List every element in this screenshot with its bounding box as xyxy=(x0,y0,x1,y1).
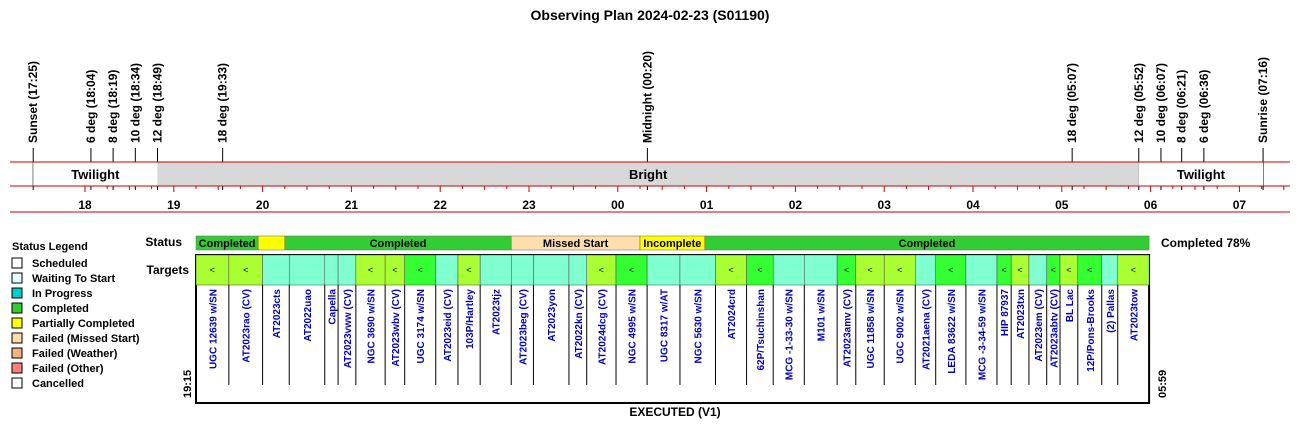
status-row-label: Status xyxy=(145,235,182,249)
marker-label: 8 deg (18:19) xyxy=(106,69,121,143)
legend-item-label: Waiting To Start xyxy=(32,273,116,285)
legend-item-label: Failed (Other) xyxy=(32,363,104,375)
target-name: AT2022uao xyxy=(303,289,314,342)
legend-item-label: Failed (Weather) xyxy=(32,348,118,360)
marker-label: 12 deg (18:49) xyxy=(150,62,165,143)
hour-tick-label: 07 xyxy=(1232,198,1247,212)
legend-swatch xyxy=(12,303,22,313)
sky-band-label: Twilight xyxy=(1176,167,1225,182)
hour-tick-label: 20 xyxy=(255,198,270,212)
marker-label: 10 deg (18:34) xyxy=(128,62,143,143)
target-name: NGC 5630 w/SN xyxy=(693,289,705,364)
target-block xyxy=(647,255,680,285)
legend-swatch xyxy=(12,288,22,298)
marker-label: 8 deg (06:21) xyxy=(1174,69,1189,143)
target-name: NGC 3690 w/SN xyxy=(366,289,378,364)
target-name: 103P/Hartley xyxy=(465,289,477,350)
target-name: AT2023beg (CV) xyxy=(518,289,530,365)
target-mark: < xyxy=(628,265,635,275)
hour-tick-label: 22 xyxy=(433,198,447,212)
legend-swatch xyxy=(12,258,22,268)
status-segment-label: Completed xyxy=(198,238,256,250)
target-mark: < xyxy=(1066,265,1072,275)
marker-label: 12 deg (05:52) xyxy=(1131,62,1146,143)
target-block xyxy=(263,255,290,285)
target-mark: < xyxy=(367,265,374,275)
target-block xyxy=(436,255,458,285)
target-name: AT2023txn xyxy=(1016,289,1028,339)
target-name: AT2023eid (CV) xyxy=(442,289,454,362)
target-mark: < xyxy=(598,265,605,275)
target-name: HIP 87937 xyxy=(1000,289,1012,337)
target-name: AT2023amv (CV) xyxy=(842,289,854,368)
target-name: UGC 11858 w/SN xyxy=(865,289,877,369)
marker-label: 6 deg (18:04) xyxy=(83,69,98,143)
target-block xyxy=(680,255,716,285)
target-mark: < xyxy=(1017,265,1023,275)
target-name: AT2023cts xyxy=(271,289,283,339)
hour-tick-label: 19 xyxy=(167,198,181,212)
target-name: MCG -1-33-30 w/SN xyxy=(784,289,796,381)
target-block xyxy=(569,255,587,285)
status-segment-label: Completed xyxy=(898,238,956,250)
status-segment-label: Incomplete xyxy=(643,238,702,250)
target-row xyxy=(196,255,1149,403)
target-block xyxy=(511,255,533,285)
target-name: MCG -3-34-59 w/SN xyxy=(977,289,989,381)
status-segment-label: Missed Start xyxy=(542,238,609,250)
target-name: UGC 3174 w/SN xyxy=(416,289,428,364)
target-block xyxy=(325,255,338,285)
target-mark: < xyxy=(1087,265,1093,275)
target-block xyxy=(966,255,997,285)
sky-bands xyxy=(33,162,1263,186)
target-name: AT2023rao (CV) xyxy=(241,289,253,363)
legend-swatch xyxy=(12,333,22,343)
legend-item-label: In Progress xyxy=(32,288,93,300)
target-name: NGC 4995 w/SN xyxy=(627,289,639,364)
target-name: AT2023vww (CV) xyxy=(342,289,354,369)
target-name: BL Lac xyxy=(1064,289,1076,323)
target-mark: < xyxy=(728,265,734,275)
target-name: UGC 12639 w/SN xyxy=(208,289,220,370)
target-mark: < xyxy=(243,265,249,275)
target-name: AT2024dcg (CV) xyxy=(597,289,609,365)
target-name: AT2023tow xyxy=(1129,289,1141,342)
hour-tick-label: 23 xyxy=(522,198,536,212)
target-mark: < xyxy=(867,265,873,275)
target-name: AT2023abtv (CV) xyxy=(1049,289,1061,368)
target-name: AT2023wbv (CV) xyxy=(390,289,402,367)
range-start-label: 19:15 xyxy=(182,369,194,398)
legend-item-label: Scheduled xyxy=(32,258,88,270)
target-mark: < xyxy=(1050,265,1056,275)
status-legend xyxy=(12,241,140,390)
legend-item-label: Cancelled xyxy=(32,378,84,390)
target-name: Capella xyxy=(327,289,339,325)
target-block xyxy=(773,255,804,285)
status-segment xyxy=(258,236,285,250)
target-block xyxy=(1102,255,1118,285)
hour-tick-label: 04 xyxy=(966,198,980,212)
targets-row-label: Targets xyxy=(146,263,189,277)
target-mark: < xyxy=(897,265,903,275)
target-mark: < xyxy=(392,265,398,275)
marker-label: 18 deg (05:07) xyxy=(1065,62,1080,143)
hour-tick-label: 05 xyxy=(1055,198,1069,212)
target-mark: < xyxy=(466,265,472,275)
target-name: LEDA 83622 w/SN xyxy=(946,289,958,374)
target-mark: < xyxy=(948,265,954,275)
target-block xyxy=(804,255,837,285)
status-segment-label: Completed xyxy=(369,238,427,250)
legend-item-label: Completed xyxy=(32,303,89,315)
marker-label: 6 deg (06:36) xyxy=(1196,69,1211,143)
target-name: 62P/Tsuchinshan xyxy=(755,289,767,371)
hour-tick-label: 00 xyxy=(611,198,625,212)
target-name: AT2024crd xyxy=(727,289,739,340)
target-name: 12P/Pons-Brooks xyxy=(1085,289,1097,372)
marker-label: 18 deg (19:33) xyxy=(215,62,230,143)
target-block xyxy=(915,255,935,285)
target-mark: < xyxy=(1001,265,1007,275)
chart-title: Observing Plan 2024-02-23 (S01190) xyxy=(530,7,770,23)
legend-item-label: Partially Completed xyxy=(32,318,135,330)
target-block xyxy=(338,255,356,285)
target-block xyxy=(1029,255,1047,285)
legend-swatch xyxy=(12,273,22,283)
target-mark: < xyxy=(1130,265,1137,275)
legend-swatch xyxy=(12,378,22,388)
status-row xyxy=(196,236,1149,250)
legend-swatch xyxy=(12,318,22,328)
hour-tick-label: 01 xyxy=(699,198,714,212)
target-name: UGC 8317 w/AT xyxy=(659,289,671,363)
target-name: M101 w/SN xyxy=(816,289,828,342)
target-mark: < xyxy=(209,265,216,275)
sky-band-label: Twilight xyxy=(71,167,120,182)
target-name: AT2023tjz xyxy=(491,289,503,335)
sky-band-label: Bright xyxy=(629,167,668,182)
target-mark: < xyxy=(843,265,850,275)
target-block xyxy=(533,255,569,285)
target-name: AT2021aena (CV) xyxy=(921,289,933,370)
hour-tick-label: 18 xyxy=(78,198,92,212)
marker-label: Sunset (17:25) xyxy=(26,60,41,143)
target-name: AT2022kn (CV) xyxy=(573,289,585,359)
hour-tick-label: 02 xyxy=(788,198,803,212)
hour-tick-label: 21 xyxy=(344,198,359,212)
target-name: AT2023yon xyxy=(547,289,559,342)
marker-label: Sunrise (07:16) xyxy=(1256,56,1271,143)
marker-label: 10 deg (06:07) xyxy=(1153,62,1168,143)
target-mark: < xyxy=(757,265,763,275)
target-name: (2) Pallas xyxy=(1105,289,1117,333)
range-end-label: 05:59 xyxy=(1157,369,1169,398)
legend-item-label: Failed (Missed Start) xyxy=(32,333,140,345)
hour-tick-label: 06 xyxy=(1143,198,1158,212)
footer-label: EXECUTED (V1) xyxy=(629,405,721,419)
target-mark: < xyxy=(417,265,423,275)
legend-title: Status Legend xyxy=(12,241,88,253)
marker-label: Midnight (00:20) xyxy=(640,51,655,143)
target-name: UGC 9002 w/SN xyxy=(895,289,907,364)
target-block xyxy=(289,255,325,285)
completed-summary: Completed 78% xyxy=(1161,236,1251,250)
target-name: AT2023em (CV) xyxy=(1033,289,1045,362)
target-block xyxy=(480,255,511,285)
legend-swatch xyxy=(12,363,22,373)
hour-tick-label: 03 xyxy=(877,198,891,212)
legend-swatch xyxy=(12,348,22,358)
